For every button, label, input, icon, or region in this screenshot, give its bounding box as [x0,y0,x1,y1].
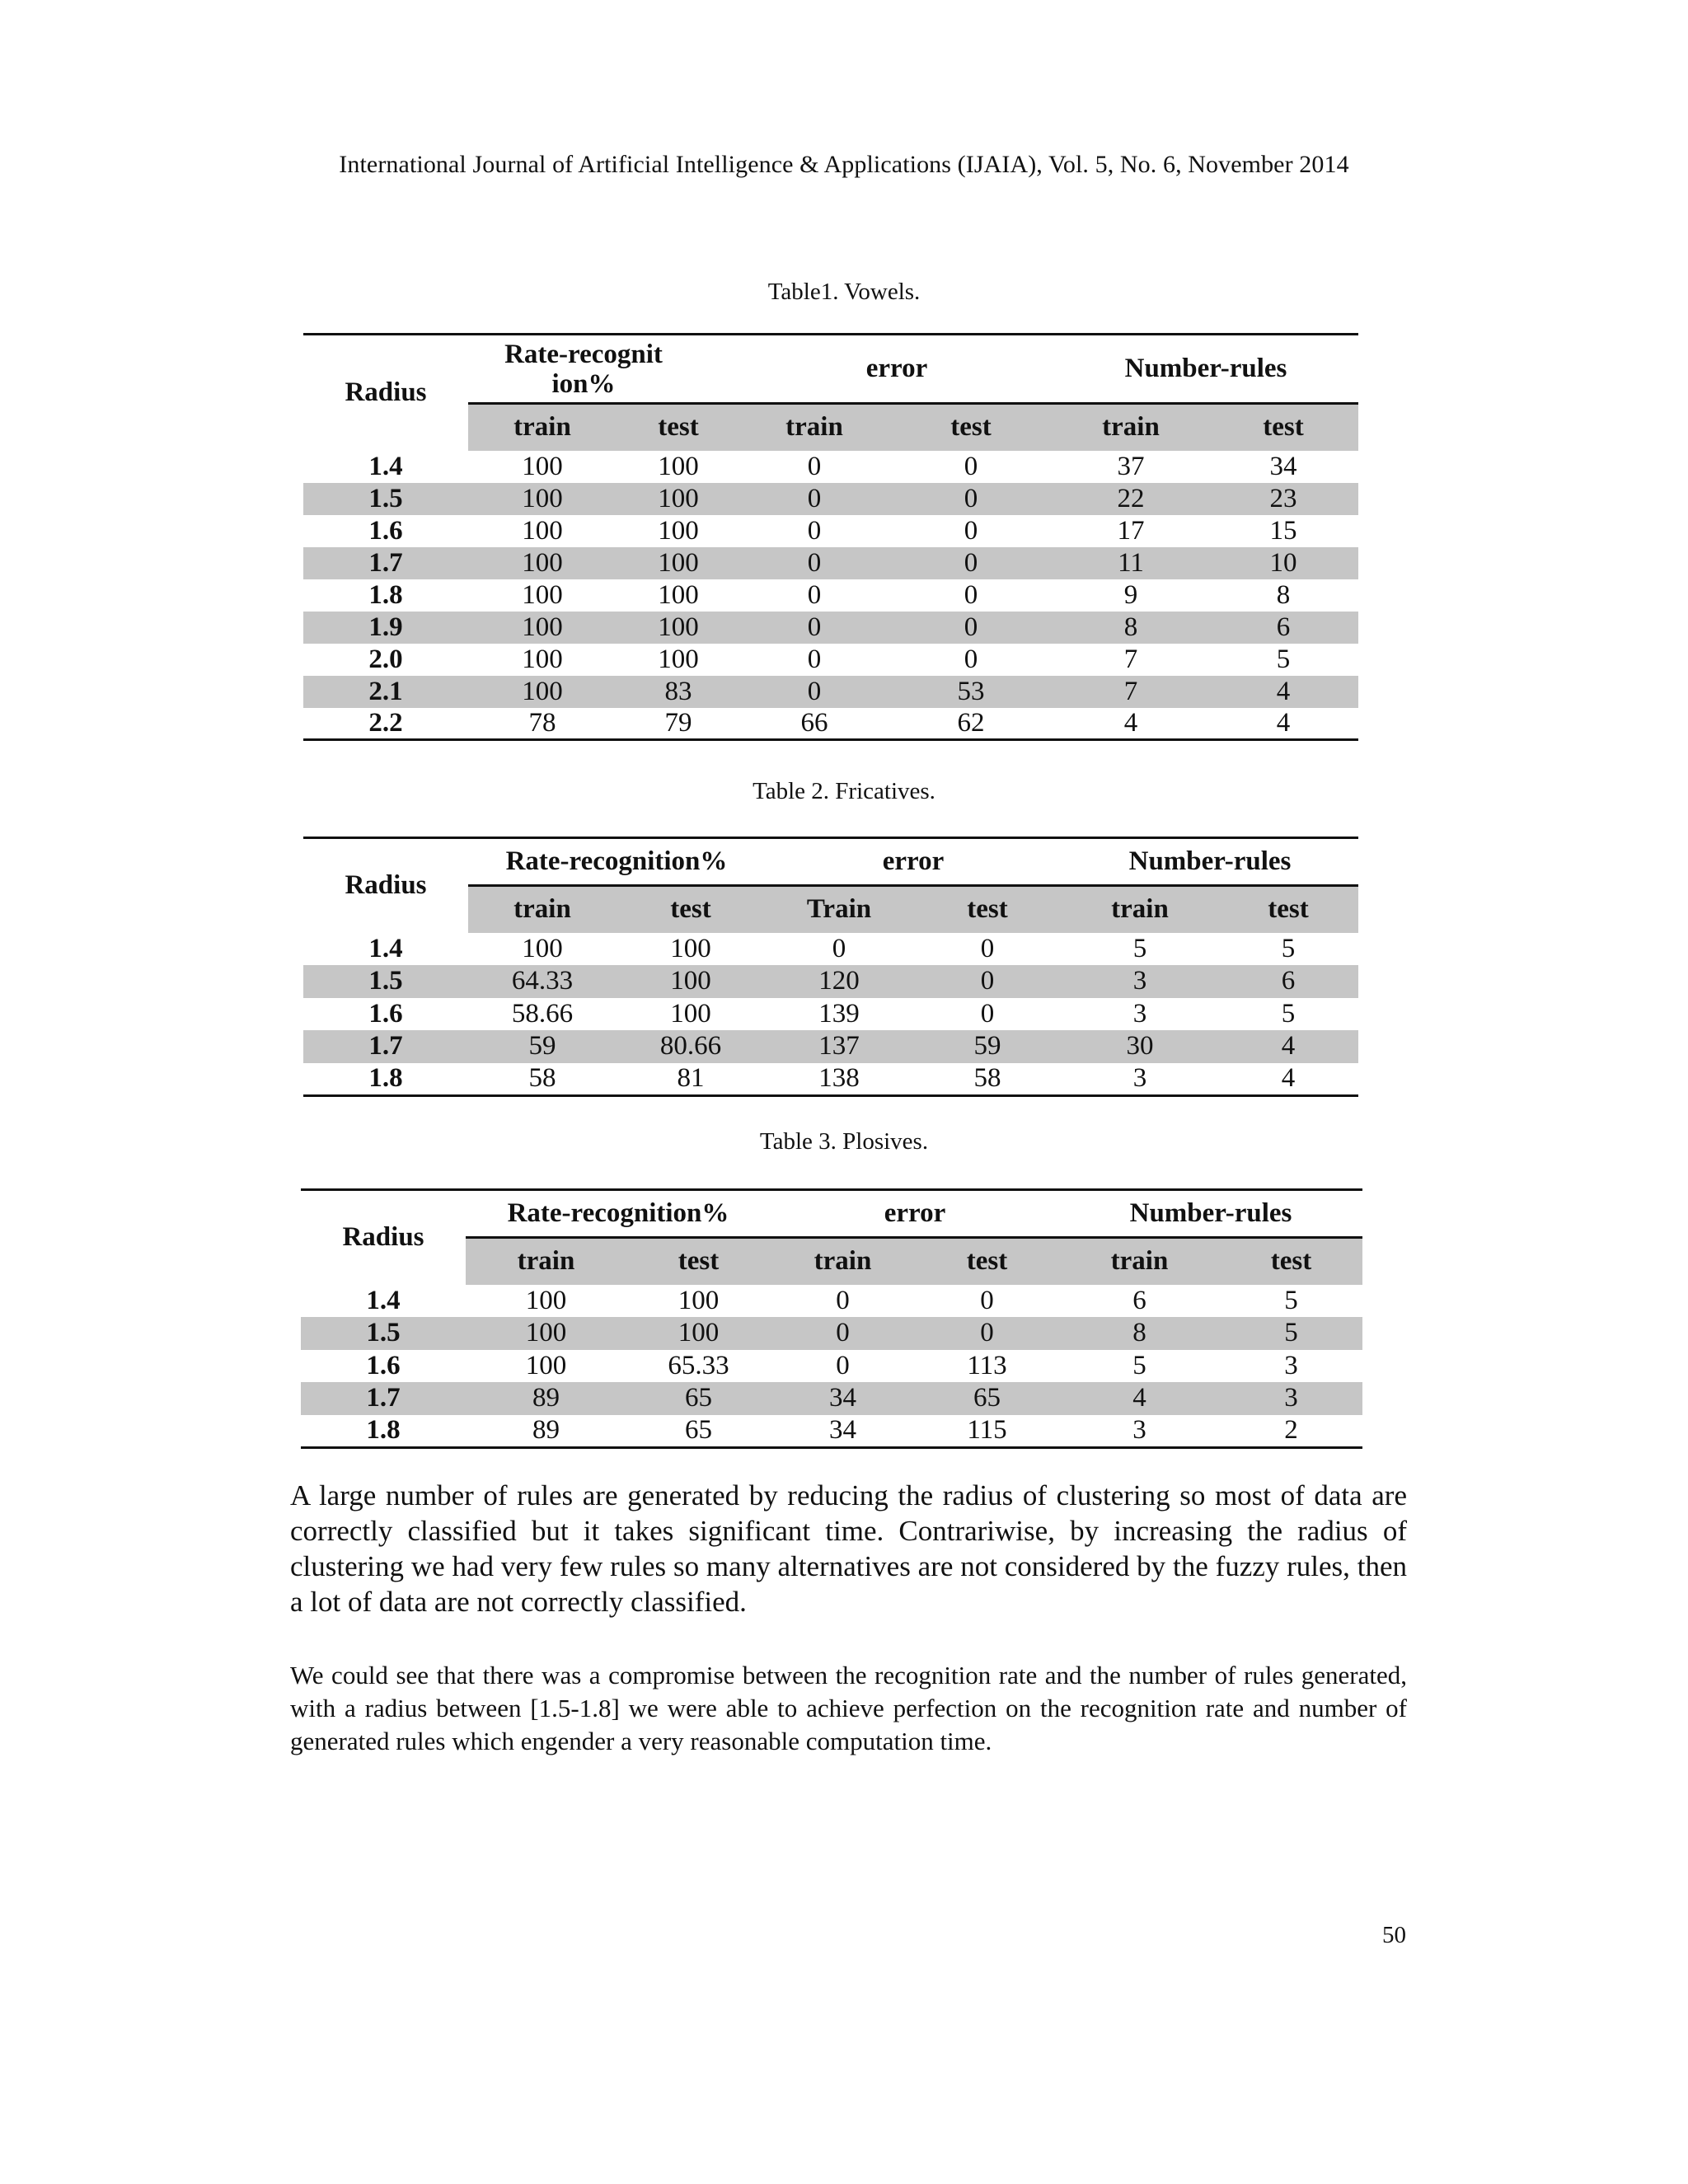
value-cell: 7 [1053,676,1208,708]
value-cell: 53 [889,676,1053,708]
value-cell: 5 [1281,998,1296,1029]
value-cell: 100 [658,515,699,546]
value-cell: 34 [1269,451,1297,481]
value-cell: 66 [800,707,828,738]
value-cell: 9 [1123,579,1138,610]
subheader: test [626,1238,771,1285]
radius-cell: 1.5 [303,483,468,515]
table-row [303,547,1358,579]
value-cell: 65 [685,1415,712,1445]
value-cell: 137 [765,1030,913,1063]
table1-caption: Table1. Vowels. [767,279,921,305]
value-cell: 0 [807,579,822,610]
value-cell: 11 [1053,547,1208,579]
subheader: test [889,404,1053,451]
table-row [301,1317,1362,1350]
radius-cell: 1.7 [303,547,468,579]
subheader: train [771,1238,915,1285]
value-cell: 62 [957,707,985,738]
value-cell: 30 [1062,1030,1218,1063]
subheader: test [915,1238,1059,1285]
subheader: train [740,404,889,451]
value-cell: 139 [818,998,860,1029]
value-cell: 5 [1220,1317,1362,1350]
page-number: 50 [1382,1922,1406,1948]
radius-cell: 1.8 [368,1063,403,1093]
value-cell: 5 [1284,1285,1298,1315]
value-cell: 115 [967,1415,1007,1445]
group-header-number-rules: Number-rules [1124,354,1287,383]
table1-vowels [303,333,1358,741]
value-cell: 59 [468,1030,617,1063]
table2-caption: Table 2. Fricatives. [753,778,935,804]
value-cell: 138 [818,1063,860,1093]
value-cell: 0 [980,998,995,1029]
value-cell: 100 [525,1285,567,1315]
table-row [303,483,1358,515]
value-cell: 100 [468,612,617,644]
value-cell: 22 [1053,483,1208,515]
value-cell: 0 [964,644,978,674]
value-cell: 0 [889,483,1053,515]
value-cell: 100 [617,483,740,515]
table-row [303,1063,1358,1096]
value-cell: 100 [522,515,563,546]
value-cell: 100 [617,612,740,644]
value-cell: 4 [1276,707,1291,738]
value-cell: 0 [740,676,889,708]
radius-cell: 1.6 [368,515,403,546]
table3-plosives [301,1188,1362,1449]
value-cell: 2 [1284,1415,1298,1445]
value-cell: 0 [889,612,1053,644]
subheader: test [1208,404,1358,451]
table-row [303,965,1358,998]
table1-body [303,451,1358,740]
value-cell: 0 [771,1317,915,1350]
value-cell: 100 [658,451,699,481]
value-cell: 0 [836,1350,850,1380]
radius-header: Radius [342,1222,424,1253]
value-cell: 0 [807,644,822,674]
value-cell: 3 [1132,998,1147,1029]
group-header-rate: Rate-recognition% [507,1198,729,1228]
value-cell: 0 [913,965,1062,998]
value-cell: 0 [889,547,1053,579]
table-row [303,1030,1358,1063]
value-cell: 100 [522,933,563,963]
value-cell: 100 [670,933,711,963]
value-cell: 34 [829,1415,856,1445]
table-row [301,1285,1362,1318]
value-cell: 100 [468,547,617,579]
value-cell: 3 [1220,1382,1362,1415]
value-cell: 3 [1132,1415,1146,1445]
value-cell: 23 [1208,483,1358,515]
radius-cell: 2.2 [368,707,403,738]
value-cell: 37 [1117,451,1145,481]
value-cell: 100 [468,676,617,708]
radius-cell: 2.0 [368,644,403,674]
value-cell: 81 [677,1063,705,1093]
group-header-number-rules: Number-rules [1129,1198,1292,1228]
value-cell: 0 [807,515,822,546]
value-cell: 120 [765,965,913,998]
value-cell: 100 [670,998,711,1029]
value-cell: 5 [1281,933,1296,963]
value-cell: 6 [1132,1285,1146,1315]
radius-cell: 1.8 [366,1415,401,1445]
value-cell: 79 [664,707,692,738]
table-row [303,644,1358,676]
table-row [303,676,1358,708]
table-row [301,1382,1362,1415]
value-cell: 59 [913,1030,1062,1063]
value-cell: 100 [522,451,563,481]
table-row [301,1415,1362,1448]
radius-header: Radius [345,377,427,408]
value-cell: 4 [1281,1063,1296,1093]
radius-cell: 1.6 [366,1350,401,1380]
radius-header: Radius [345,870,427,901]
value-cell: 5 [1132,1350,1146,1380]
group-header-error: error [865,354,928,383]
value-cell: 5 [1276,644,1291,674]
value-cell: 100 [626,1317,771,1350]
value-cell: 100 [466,1317,626,1350]
value-cell: 8 [1276,579,1291,610]
value-cell: 6 [1208,612,1358,644]
value-cell: 17 [1117,515,1145,546]
value-cell: 0 [980,1285,994,1315]
value-cell: 100 [658,579,699,610]
table3-caption: Table 3. Plosives. [759,1128,929,1155]
table2-body [303,933,1358,1096]
value-cell: 65 [915,1382,1059,1415]
value-cell: 0 [740,547,889,579]
value-cell: 0 [836,1285,850,1315]
radius-cell: 1.4 [368,933,403,963]
value-cell: 100 [522,644,563,674]
subheader: train [468,404,617,451]
table-row [301,1350,1362,1383]
radius-cell: 1.4 [366,1285,401,1315]
value-cell: 15 [1269,515,1297,546]
value-cell: 0 [807,451,822,481]
table-row [303,708,1358,740]
value-cell: 100 [658,644,699,674]
subheader: train [1059,1238,1220,1285]
value-cell: 100 [617,965,765,998]
value-cell: 0 [964,451,978,481]
value-cell: 5 [1132,933,1147,963]
value-cell: 0 [980,933,995,963]
value-cell: 0 [964,579,978,610]
table-row [303,579,1358,612]
value-cell: 100 [678,1285,720,1315]
value-cell: 65.33 [668,1350,729,1380]
radius-cell: 2.1 [303,676,468,708]
table-row [303,451,1358,483]
value-cell: 100 [522,579,563,610]
radius-cell: 1.9 [303,612,468,644]
table-row [303,515,1358,547]
value-cell: 6 [1218,965,1358,998]
value-cell: 8 [1053,612,1208,644]
subheader: Train [765,886,913,933]
value-cell: 4 [1123,707,1138,738]
value-cell: 0 [740,612,889,644]
subheader: train [468,886,617,933]
rate-recognition-label: Rate-recognition% [504,339,663,399]
value-cell: 100 [617,547,740,579]
table-row [303,998,1358,1031]
table3-body [301,1285,1362,1448]
subheader: train [466,1238,626,1285]
value-cell: 0 [740,483,889,515]
paragraph-1: A large number of rules are generated by reducing the radius of clustering so most of data are correctly classified but it takes significant time. Contrariwise, by increasing the radius of clustering we had very few rules so many alternatives are not considered by the fuzzy rules, then a lot of data are not correctly classified. [290,1479,1407,1618]
value-cell: 100 [468,483,617,515]
radius-cell: 1.5 [303,965,468,998]
group-header-error: error [884,1198,946,1228]
subheader: train [1062,886,1218,933]
value-cell: 58 [973,1063,1001,1093]
value-cell: 58.66 [511,998,574,1029]
radius-cell: 1.7 [301,1382,466,1415]
subheader: test [1220,1238,1362,1285]
value-cell: 0 [832,933,846,963]
value-cell: 3 [1132,1063,1147,1093]
value-cell: 10 [1208,547,1358,579]
table-row [303,612,1358,644]
radius-cell: 1.6 [368,998,403,1029]
value-cell: 8 [1059,1317,1220,1350]
value-cell: 4 [1218,1030,1358,1063]
radius-cell: 1.8 [368,579,403,610]
value-cell: 3 [1062,965,1218,998]
value-cell: 34 [771,1382,915,1415]
subheader: test [913,886,1062,933]
subheader: train [1053,404,1208,451]
value-cell: 0 [964,515,978,546]
value-cell: 100 [525,1350,567,1380]
value-cell: 4 [1059,1382,1220,1415]
value-cell: 89 [466,1382,626,1415]
value-cell: 58 [528,1063,556,1093]
value-cell: 83 [617,676,740,708]
value-cell: 0 [915,1317,1059,1350]
value-cell: 78 [528,707,556,738]
group-header-rate [468,335,740,404]
radius-cell: 1.7 [303,1030,468,1063]
value-cell: 80.66 [617,1030,765,1063]
group-header-rate: Rate-recognition% [505,846,728,876]
value-cell: 4 [1208,676,1358,708]
subheader: test [617,404,740,451]
value-cell: 89 [532,1415,560,1445]
running-header: International Journal of Artificial Intelligence & Applications (IJAIA), Vol. 5, No. 6, November 2014 [339,151,1349,178]
subheader: test [1218,886,1358,933]
value-cell: 113 [967,1350,1007,1380]
value-cell: 65 [626,1382,771,1415]
table-row [303,933,1358,966]
radius-cell: 1.4 [368,451,403,481]
radius-cell: 1.5 [301,1317,466,1350]
value-cell: 7 [1123,644,1138,674]
group-header-number-rules: Number-rules [1128,846,1292,876]
group-header-error: error [882,846,945,876]
subheader: test [617,886,765,933]
paragraph-2: We could see that there was a compromise between the recognition rate and the number of rules generated, with a radius between [1.5-1.8] we were able to achieve perfection on the recognition rate and number of generated rules which engender a very reasonable computation time. [290,1661,1407,1755]
value-cell: 3 [1284,1350,1298,1380]
value-cell: 64.33 [468,965,617,998]
table2-fricatives [303,837,1358,1097]
